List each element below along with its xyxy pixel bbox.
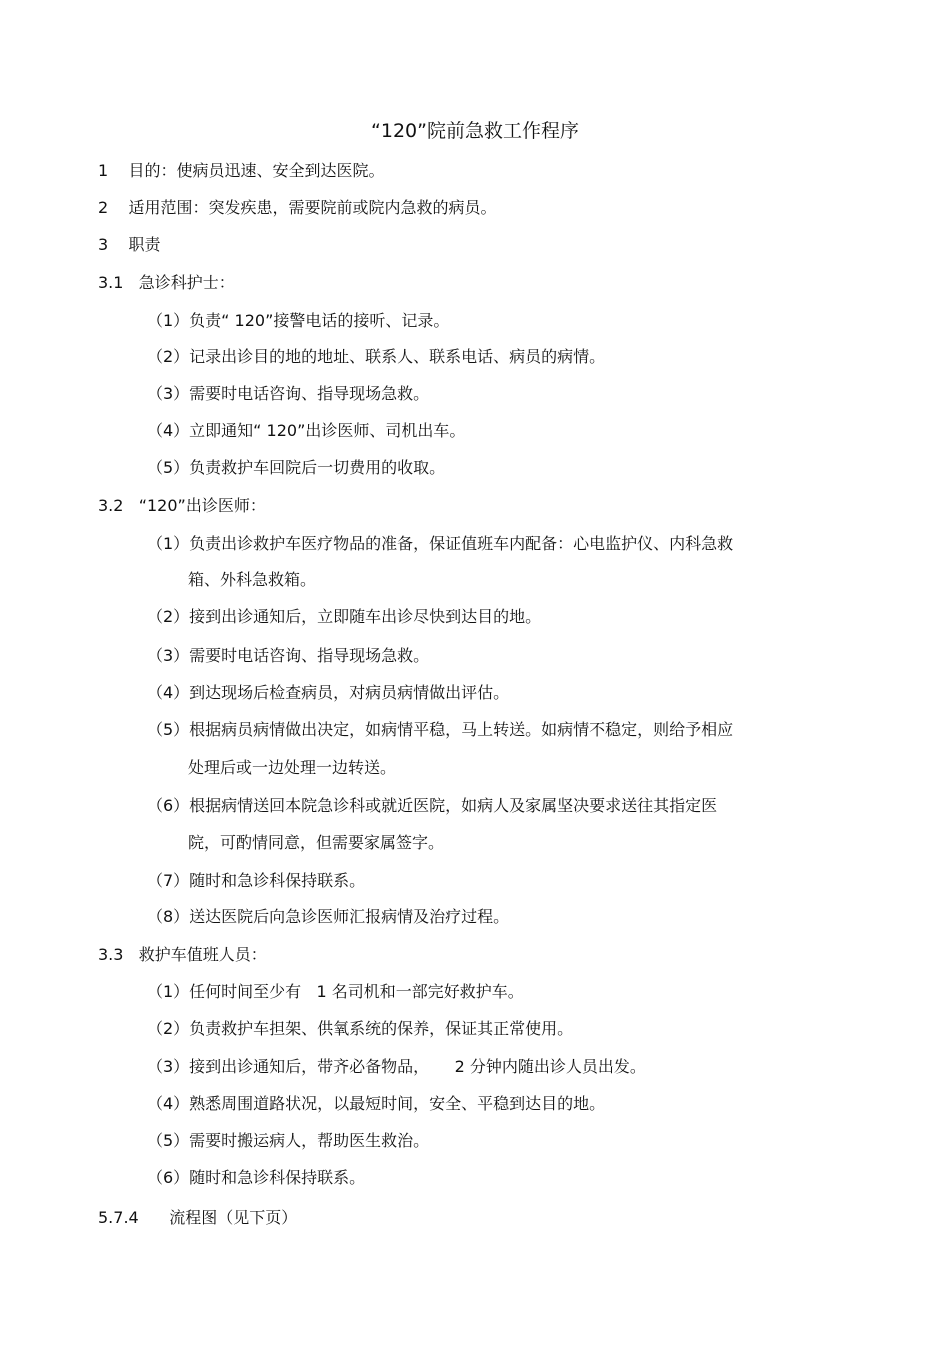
list-item: （4）立即通知“ 120”出诊医师、司机出车。 <box>147 421 466 440</box>
scope-line: 2 适用范围：突发疾患，需要院前或院内急救的病员。 <box>98 198 497 217</box>
list-item: （5）根据病员病情做出决定，如病情平稳，马上转送。如病情不稳定，则给予相应 <box>147 720 734 739</box>
responsibilities-heading: 3 职责 <box>98 235 161 254</box>
section-3-3-heading: 3.3 救护车值班人员： <box>98 945 267 964</box>
section-3-2-heading: 3.2 “120”出诊医师： <box>98 496 266 515</box>
document-title: “120”院前急救工作程序 <box>371 120 579 142</box>
list-item-continuation: 处理后或一边处理一边转送。 <box>188 758 397 777</box>
list-item: （7）随时和急诊科保持联系。 <box>147 871 366 890</box>
section-3-1-heading: 3.1 急诊科护士： <box>98 273 235 292</box>
list-item: （6）根据病情送回本院急诊科或就近医院，如病人及家属坚决要求送往其指定医 <box>147 796 718 815</box>
list-item: （3）需要时电话咨询、指导现场急救。 <box>147 646 430 665</box>
list-item: （3）接到出诊通知后，带齐必备物品， 2 分钟内随出诊人员出发。 <box>147 1057 646 1076</box>
list-item: （4）熟悉周围道路状况，以最短时间，安全、平稳到达目的地。 <box>147 1094 606 1113</box>
list-item-continuation: 院，可酌情同意，但需要家属签字。 <box>188 833 445 852</box>
list-item: （1）负责“ 120”接警电话的接听、记录。 <box>147 311 450 330</box>
list-item-continuation: 箱、外科急救箱。 <box>188 570 317 589</box>
list-item: （5）负责救护车回院后一切费用的收取。 <box>147 458 446 477</box>
list-item: （1）任何时间至少有 1 名司机和一部完好救护车。 <box>147 982 524 1001</box>
list-item: （8）送达医院后向急诊医师汇报病情及治疗过程。 <box>147 907 510 926</box>
flowchart-reference: 5.7.4 流程图（见下页） <box>98 1208 298 1227</box>
list-item: （2）负责救护车担架、供氧系统的保养，保证其正常使用。 <box>147 1019 574 1038</box>
list-item: （2）接到出诊通知后，立即随车出诊尽快到达目的地。 <box>147 607 542 626</box>
list-item: （4）到达现场后检查病员，对病员病情做出评估。 <box>147 683 510 702</box>
list-item: （2）记录出诊目的地的地址、联系人、联系电话、病员的病情。 <box>147 347 606 366</box>
purpose-line: 1 目的：使病员迅速、安全到达医院。 <box>98 161 385 180</box>
list-item: （5）需要时搬运病人，帮助医生救治。 <box>147 1131 430 1150</box>
list-item: （3）需要时电话咨询、指导现场急救。 <box>147 384 430 403</box>
list-item: （1）负责出诊救护车医疗物品的准备，保证值班车内配备：心电监护仪、内科急救 <box>147 534 734 553</box>
list-item: （6）随时和急诊科保持联系。 <box>147 1168 366 1187</box>
